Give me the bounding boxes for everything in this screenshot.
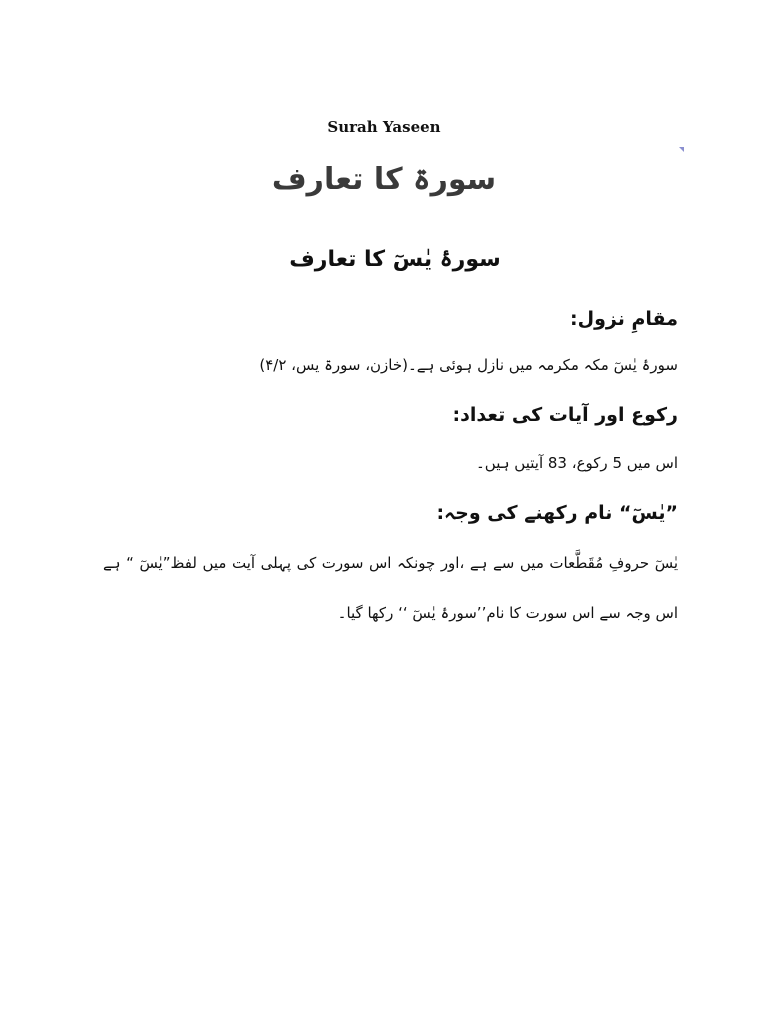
section-revelation	[98, 302, 678, 336]
corner-mark-icon	[679, 147, 684, 152]
sub-title: سورۂ یٰسٓ کا تعارف	[289, 247, 501, 272]
section-text-revelation: سورۂ یٰسٓ مکہ مکرمہ میں نازل ہوئی ہے۔(خازن، سورۃ یس، ۴/۲)	[259, 356, 678, 374]
section-heading-name-reason: ”یٰسٓ“ نام رکھنے کی وجہ:	[436, 502, 678, 524]
section-revelation-body	[98, 350, 678, 380]
section-heading-count: رکوع اور آیات کی تعداد:	[452, 404, 678, 426]
section-text-name-reason: یٰسٓ حروفِ مُقَطَّعات میں سے ہے ،اور چونکہ اس سورت کی پہلی آیت میں لفظ”یٰسٓ “ ہے اس وجہ سے اس سورت کا نام’’سورۂ یٰسٓ ‘‘ رکھا گیا۔	[103, 554, 678, 622]
section-name-reason	[98, 496, 678, 530]
section-text-count: اس میں 5 رکوع، 83 آیتیں ہیں۔	[476, 454, 678, 472]
section-count-body	[98, 448, 678, 478]
section-count	[98, 398, 678, 432]
page-header-title: Surah Yaseen	[327, 118, 441, 136]
section-heading-revelation: مقامِ نزول:	[570, 308, 678, 330]
main-title: سورۃ کا تعارف	[271, 162, 497, 197]
